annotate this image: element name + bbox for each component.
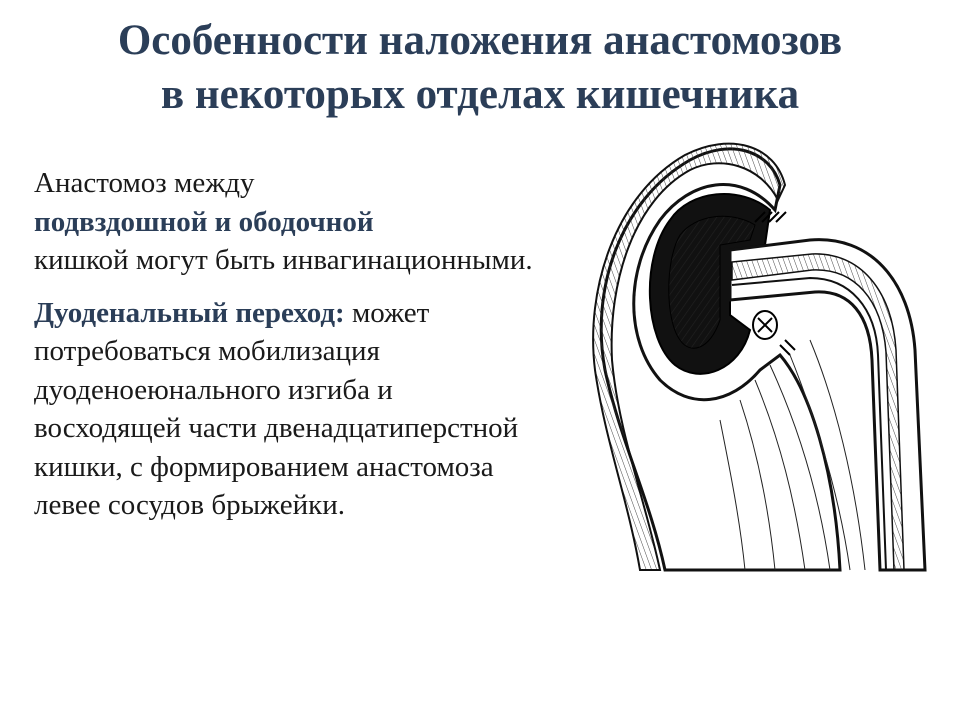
- slide-title: [40, 14, 920, 122]
- title-line-1: Особенности наложения анастомозов: [117, 17, 843, 64]
- intestinal-anastomosis-drawing-icon: [580, 140, 930, 580]
- paragraph-2-highlight: Дуоденальный переход:: [34, 296, 345, 329]
- slide-body: [34, 164, 544, 539]
- paragraph-1-tail: кишкой могут быть инвагинационными.: [34, 244, 533, 276]
- paragraph-2-text: может потребоваться мобилизация дуоденоеюнального изгиба и восходящей части двенадцатиперстной кишки, с формированием анастомоза левее сосудов брыжейки.: [34, 296, 519, 521]
- paragraph-ileocolic: [34, 164, 544, 280]
- paragraph-1-lead: Анастомоз между: [34, 167, 255, 199]
- title-line-2: в некоторых отделах кишечника: [160, 71, 800, 118]
- paragraph-duodenal: [34, 294, 544, 525]
- paragraph-1-highlight: подвздошной и ободочной: [34, 205, 374, 238]
